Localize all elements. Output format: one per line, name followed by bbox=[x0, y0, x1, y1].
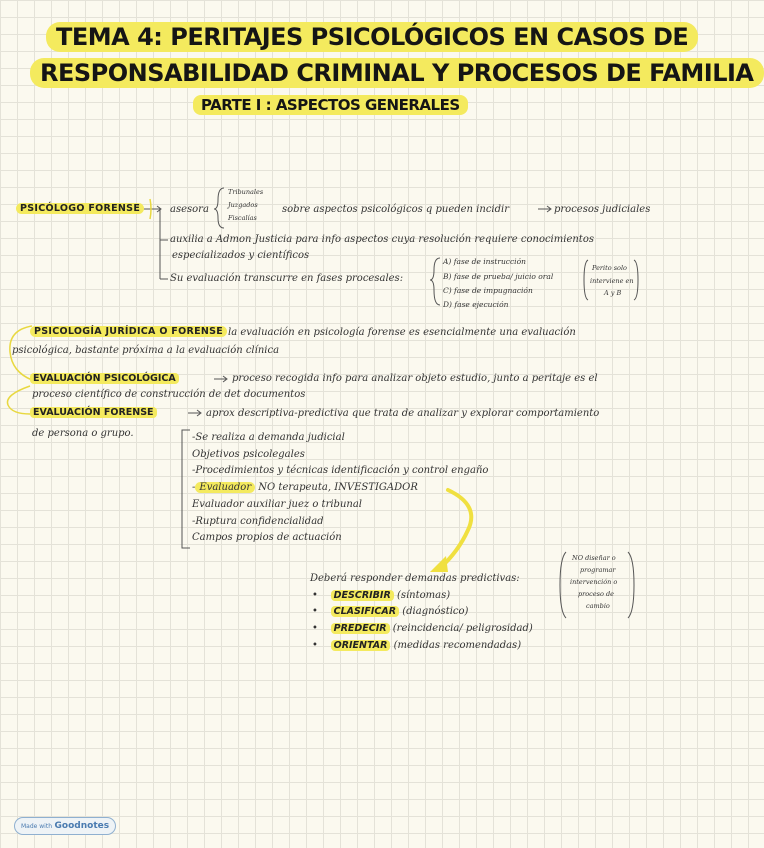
juridico-line-1: la evaluación en psicología forense es esencialmente una evaluación bbox=[228, 327, 576, 338]
goodnotes-badge[interactable] bbox=[14, 817, 116, 835]
eval-psico-line-1: proceso recogida info para analizar objeto estudio, junto a peritaje es el bbox=[232, 373, 598, 384]
forense-item-5: Evaluador auxiliar juez o tribunal bbox=[192, 499, 362, 510]
fase-d: D) fase ejecución bbox=[443, 300, 509, 309]
asesora-target-2: Juzgados bbox=[228, 201, 258, 209]
asesora-target-1: Tribunales bbox=[228, 188, 264, 196]
eval-psico-line-2: proceso científico de construcción de det documentos bbox=[32, 389, 306, 400]
fase-c: C) fase de impugnación bbox=[443, 286, 533, 295]
fase-b: B) fase de prueba/ juicio oral bbox=[443, 272, 554, 281]
no-disenar-note-5: cambio bbox=[586, 602, 610, 610]
demanda-item-3: • PREDECIR (reincidencia/ peligrosidad) bbox=[312, 623, 533, 634]
forense-item-6: -Ruptura confidencialidad bbox=[192, 516, 324, 527]
eval-forense-label: EVALUACIÓN FORENSE bbox=[30, 407, 157, 418]
made-with-text: Made with bbox=[21, 823, 52, 830]
forense-item-4: - Evaluador NO terapeuta, INVESTIGADOR bbox=[192, 482, 418, 493]
goodnotes-brand: Goodnotes bbox=[54, 821, 110, 831]
demanda-item-1: • DESCRIBIR (síntomas) bbox=[312, 590, 451, 601]
perito-note-1: Perito solo bbox=[592, 264, 627, 272]
asesora-description: sobre aspectos psicológicos q pueden incidir bbox=[282, 204, 509, 215]
title-line-1: TEMA 4: PERITAJES PSICOLÓGICOS EN CASOS DE bbox=[46, 22, 698, 52]
no-disenar-note-4: proceso de bbox=[578, 590, 614, 598]
demandas-intro: Deberá responder demandas predictivas: bbox=[310, 573, 520, 584]
demanda-item-4: • ORIENTAR (medidas recomendadas) bbox=[312, 640, 522, 651]
title-line-2: RESPONSABILIDAD CRIMINAL Y PROCESOS DE FAMILIA bbox=[30, 58, 764, 88]
eval-psico-label: EVALUACIÓN PSICOLÓGICA bbox=[30, 373, 179, 384]
forense-item-2: Objetivos psicolegales bbox=[192, 449, 305, 460]
forense-label: PSICÓLOGO FORENSE bbox=[16, 203, 144, 214]
part-title: PARTE I : ASPECTOS GENERALES bbox=[193, 95, 468, 115]
fase-a: A) fase de instrucción bbox=[443, 257, 526, 266]
eval-forense-line-1: aprox descriptiva-predictiva que trata de analizar y explorar comportamiento bbox=[206, 408, 600, 419]
perito-note-2: interviene en bbox=[590, 277, 634, 285]
asesora-result: procesos judiciales bbox=[554, 204, 651, 215]
forense-item-7: Campos propios de actuación bbox=[192, 532, 342, 543]
demanda-item-2: • CLASIFICAR (diagnóstico) bbox=[312, 606, 469, 617]
perito-note-3: A y B bbox=[604, 289, 622, 297]
juridico-line-2: psicológica, bastante próxima a la evaluación clínica bbox=[12, 345, 280, 356]
auxilia-line-2: especializados y científicos bbox=[172, 250, 310, 261]
evaluador-rest: NO terapeuta, INVESTIGADOR bbox=[258, 482, 418, 493]
juridico-label: PSICOLOGÍA JURÍDICA O FORENSE bbox=[30, 326, 227, 337]
fases-intro: Su evaluación transcurre en fases procesales: bbox=[170, 273, 404, 284]
forense-item-3: -Procedimientos y técnicas identificación y control engaño bbox=[192, 465, 489, 476]
asesora-target-3: Fiscalías bbox=[228, 214, 257, 222]
eval-forense-line-2: de persona o grupo. bbox=[32, 428, 134, 439]
no-disenar-note-3: intervención o bbox=[570, 578, 618, 586]
evaluador-highlight: Evaluador bbox=[195, 482, 255, 493]
asesora-text: asesora bbox=[170, 204, 209, 215]
auxilia-line-1: auxilia a Admon Justicia para info aspectos cuya resolución requiere conocimientos bbox=[170, 234, 594, 245]
no-disenar-note-2: programar bbox=[580, 566, 616, 574]
forense-item-1: -Se realiza a demanda judicial bbox=[192, 432, 345, 443]
no-disenar-note-1: NO diseñar o bbox=[572, 554, 616, 562]
